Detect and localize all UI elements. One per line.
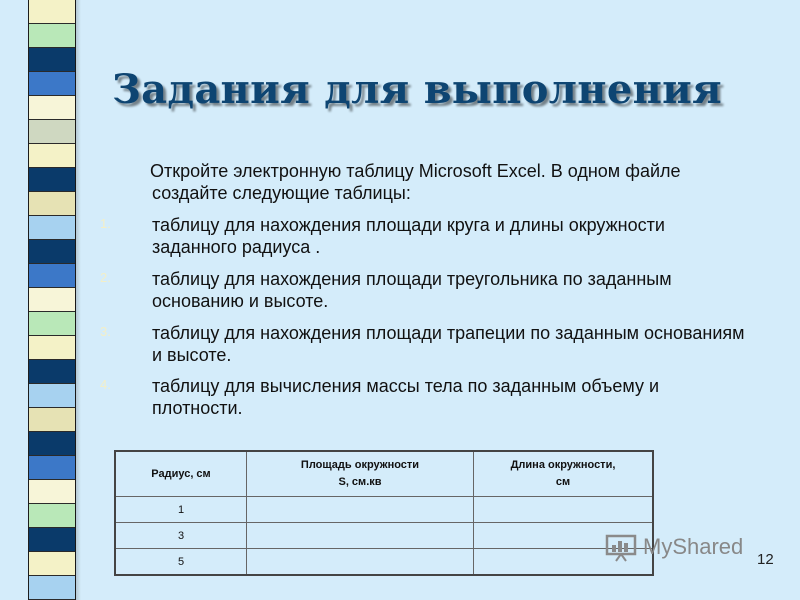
- intro-text: Откройте электронную таблицу Microsoft Excel. В одном файле создайте следующие таблицы:: [150, 161, 681, 203]
- watermark-text: MyShared: [643, 534, 744, 559]
- table-cell-radius: 3: [115, 523, 247, 549]
- stripe-segment: [29, 144, 75, 168]
- task-text: таблицу для вычисления массы тела по заданным объему и плотности.: [152, 376, 660, 418]
- task-number: 1.: [100, 216, 111, 231]
- task-text: таблицу для нахождения площади треугольника по заданным основанию и высоте.: [152, 269, 672, 311]
- stripe-segment: [29, 360, 75, 384]
- stripe-segment: [29, 24, 75, 48]
- table-header-row: [115, 451, 653, 497]
- table-cell-area: [247, 549, 474, 576]
- stripe-segment: [29, 528, 75, 552]
- stripe-segment: [29, 336, 75, 360]
- table-cell-radius: 5: [115, 549, 247, 576]
- table-cell-area: [247, 523, 474, 549]
- stripe-segment: [29, 504, 75, 528]
- stripe-segment: [29, 264, 75, 288]
- task-text: таблицу для нахождения площади трапеции по заданным основаниям и высоте.: [152, 323, 745, 365]
- stripe-segment: [29, 120, 75, 144]
- task-number: 4.: [100, 377, 111, 392]
- table-row: [115, 497, 653, 523]
- presentation-board-icon: [605, 532, 639, 562]
- decorative-stripe-bar: [28, 0, 76, 600]
- stripe-segment: [29, 96, 75, 120]
- stripe-segment: [29, 456, 75, 480]
- stripe-segment: [29, 408, 75, 432]
- slide-title: Задания для выполнения: [112, 66, 722, 113]
- stripe-segment: [29, 432, 75, 456]
- table-row: [115, 523, 653, 549]
- task-number: 3.: [100, 324, 111, 339]
- stripe-segment: [29, 384, 75, 408]
- table-cell-area: [247, 497, 474, 523]
- stripe-segment: [29, 0, 75, 24]
- stripe-segment: [29, 312, 75, 336]
- column-header-radius: Радиус, см: [115, 451, 247, 497]
- stripe-segment: [29, 48, 75, 72]
- stripe-segment: [29, 72, 75, 96]
- stripe-segment: [29, 552, 75, 576]
- column-header-circumference: Длина окружности, см: [474, 451, 654, 497]
- circle-calc-table: [114, 450, 654, 576]
- stripe-segment: [29, 168, 75, 192]
- stripe-segment: [29, 576, 75, 600]
- watermark: [605, 532, 743, 562]
- stripe-shadow: [75, 0, 81, 600]
- stripe-segment: [29, 480, 75, 504]
- stripe-segment: [29, 240, 75, 264]
- table-row: [115, 549, 653, 576]
- table-cell-circumference: [474, 497, 654, 523]
- stripe-segment: [29, 288, 75, 312]
- stripe-segment: [29, 192, 75, 216]
- task-text: таблицу для нахождения площади круга и длины окружности заданного радиуса .: [152, 215, 665, 257]
- column-header-area: Площадь окружности S, см.кв: [247, 451, 474, 497]
- task-number: 2.: [100, 270, 111, 285]
- stripe-segment: [29, 216, 75, 240]
- page-number: 12: [757, 551, 774, 568]
- table-cell-radius: 1: [115, 497, 247, 523]
